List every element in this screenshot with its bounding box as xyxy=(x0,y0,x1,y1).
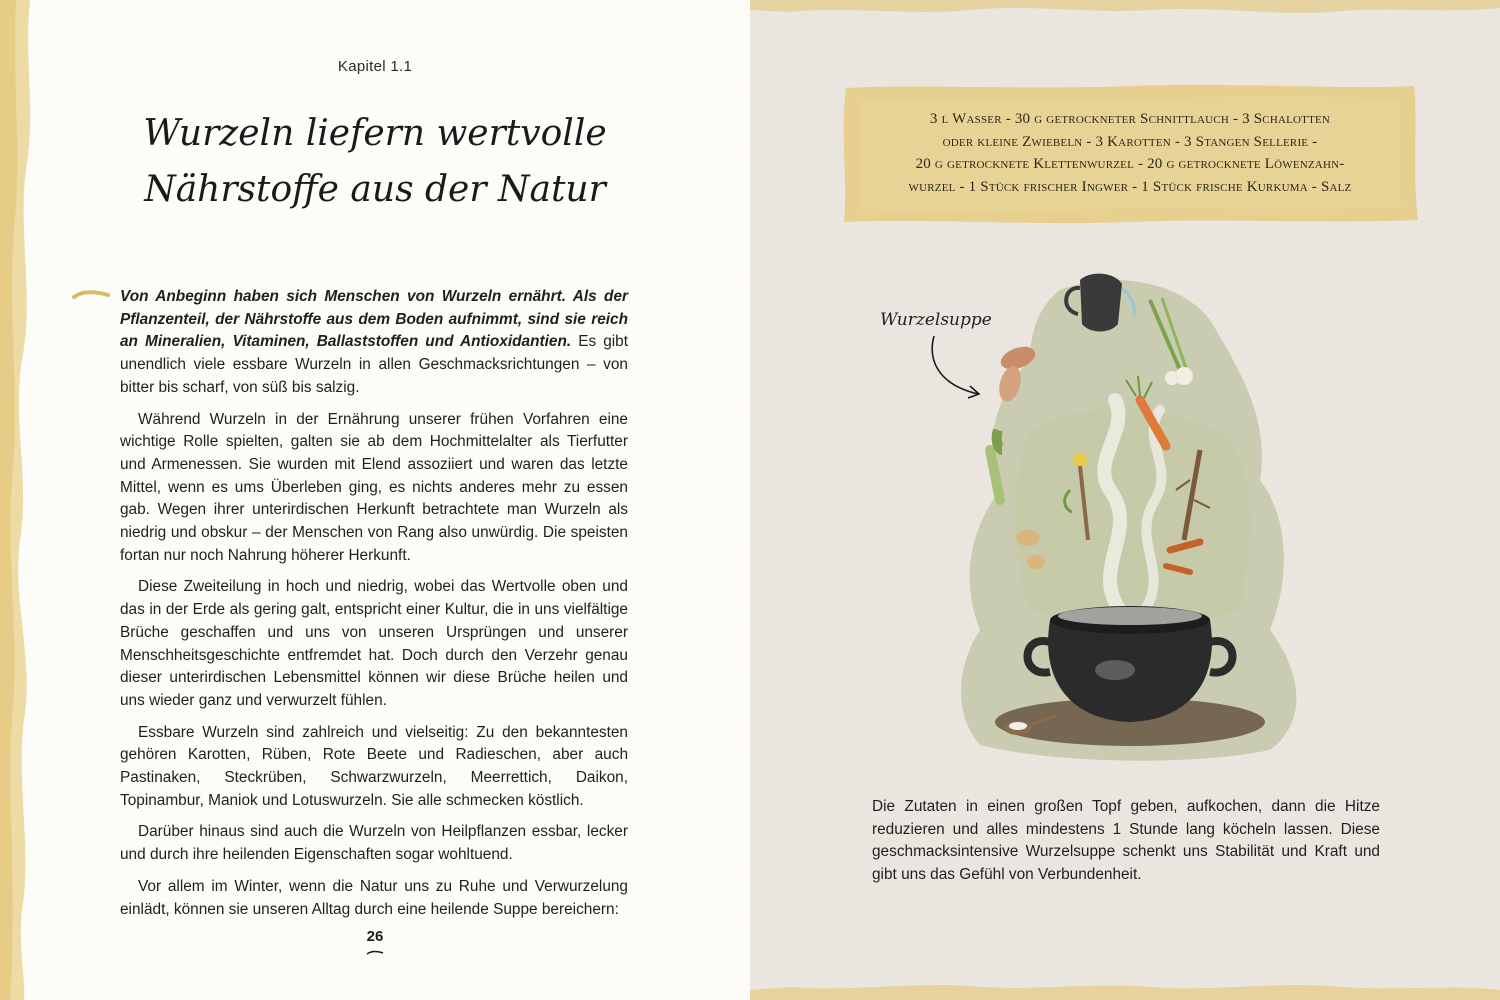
soup-pot-illustration xyxy=(940,250,1320,770)
ingredients-line-1: 3 l Wasser - 30 g getrockneter Schnittlauch - 3 Schalotten xyxy=(929,111,1331,127)
lead-swash-icon xyxy=(72,290,112,300)
paragraph-5: Darüber hinaus sind auch die Wurzeln von Heilpflanzen essbar, lecker und durch ihre heilenden Eigenschaften sogar wohltuend. xyxy=(120,823,628,864)
title-line-1: Wurzeln liefern wertvolle xyxy=(143,113,607,154)
pointer-arrow-icon xyxy=(926,334,986,402)
paragraph-2: Während Wurzeln in der Ernährung unserer frühen Vorfahren eine wichtige Rolle spielten, galten sie ab dem Hochmittelalter als Tierfutter und Armenessen. Sie wurden mit Elend assoziiert und waren das letzte Mittel, wenn es ums Überleben ging, es nichts anderes mehr zu essen gab. Wegen ihrer unterirdischen Herkunft betrachtete man Wurzeln als niedrig und obskur – der Menschen von Rang also unwürdig. Die speisten fortan nur noch Nahrung höherer Herkunft. xyxy=(120,410,628,564)
ochre-edge-wash xyxy=(0,0,46,1000)
top-ochre-wash xyxy=(750,0,1500,22)
lead-bold-text: Von Anbeginn haben sich Menschen von Wurzeln ernährt. Als der Pflanzenteil, der Nährstoffe aus dem Boden aufnimmt, sind sie reich an Mineralien, Vitaminen, Ballaststoffen und Antioxidantien. xyxy=(120,288,628,351)
page-number-swash-icon xyxy=(366,950,384,956)
body-text xyxy=(120,286,628,930)
bottom-ochre-wash xyxy=(750,978,1500,1000)
page-number: 26 xyxy=(366,928,384,945)
lead-rest-text: Es gibt unendlich viele essbare Wurzeln in allen Geschmacksrichtungen – von bitter bis scharf, von süß bis salzig. xyxy=(120,333,629,396)
paragraph-4: Essbare Wurzeln sind zahlreich und vielseitig: Zu den bekanntesten gehören Karotten, Rüben, Rote Beete und Radieschen, aber auch Pastinaken, Steckrüben, Schwarzwurzeln, Meerrettich, Daikon, Topinambur, Maniok und Lotuswurzeln. Sie alle schmecken köstlich. xyxy=(120,723,628,809)
ingredients-line-4: wurzel - 1 Stück frischer Ingwer - 1 Stück frische Kurkuma - Salz xyxy=(908,178,1352,195)
chapter-label: Kapitel 1.1 xyxy=(337,58,413,75)
right-page xyxy=(750,0,1500,1000)
ingredients-list xyxy=(850,108,1410,198)
lead-paragraph xyxy=(120,286,628,400)
page-title xyxy=(110,106,640,218)
instructions-text: Die Zutaten in einen großen Topf geben, aufkochen, dann die Hitze reduzieren und alles mindestens 1 Stunde lang köcheln lassen. Diese geschmacksintensive Wurzelsuppe schenkt uns Stabilität und Kraft und gibt uns das Gefühl von Verbundenheit. xyxy=(872,798,1380,884)
paragraph-3: Diese Zweiteilung in hoch und niedrig, wobei das Wertvolle oben und das in der Erde als gering galt, entspricht einer Kultur, die in uns vielfältige Brüche geschaffen und uns von unseren Ursprüngen und unserer Menschheitsgeschichte entfremdet hat. Doch durch den Verzehr genau dieser unterirdischen Lebensmittel können wir diese Brüche heilen und uns wieder ganz und verwurzelt fühlen. xyxy=(120,578,628,709)
illustration-label: Wurzelsuppe xyxy=(880,310,992,330)
ingredients-line-2: oder kleine Zwiebeln - 3 Karotten - 3 Stangen Sellerie - xyxy=(942,133,1318,150)
title-line-2: Nährstoffe aus der Natur xyxy=(144,169,606,210)
ingredients-line-3: 20 g getrocknete Klettenwurzel - 20 g getrocknete Löwenzahn- xyxy=(915,156,1345,172)
paragraph-6: Vor allem im Winter, wenn die Natur uns zu Ruhe und Verwurzelung einlädt, können sie unseren Alltag durch eine heilende Suppe bereichern: xyxy=(120,877,628,918)
